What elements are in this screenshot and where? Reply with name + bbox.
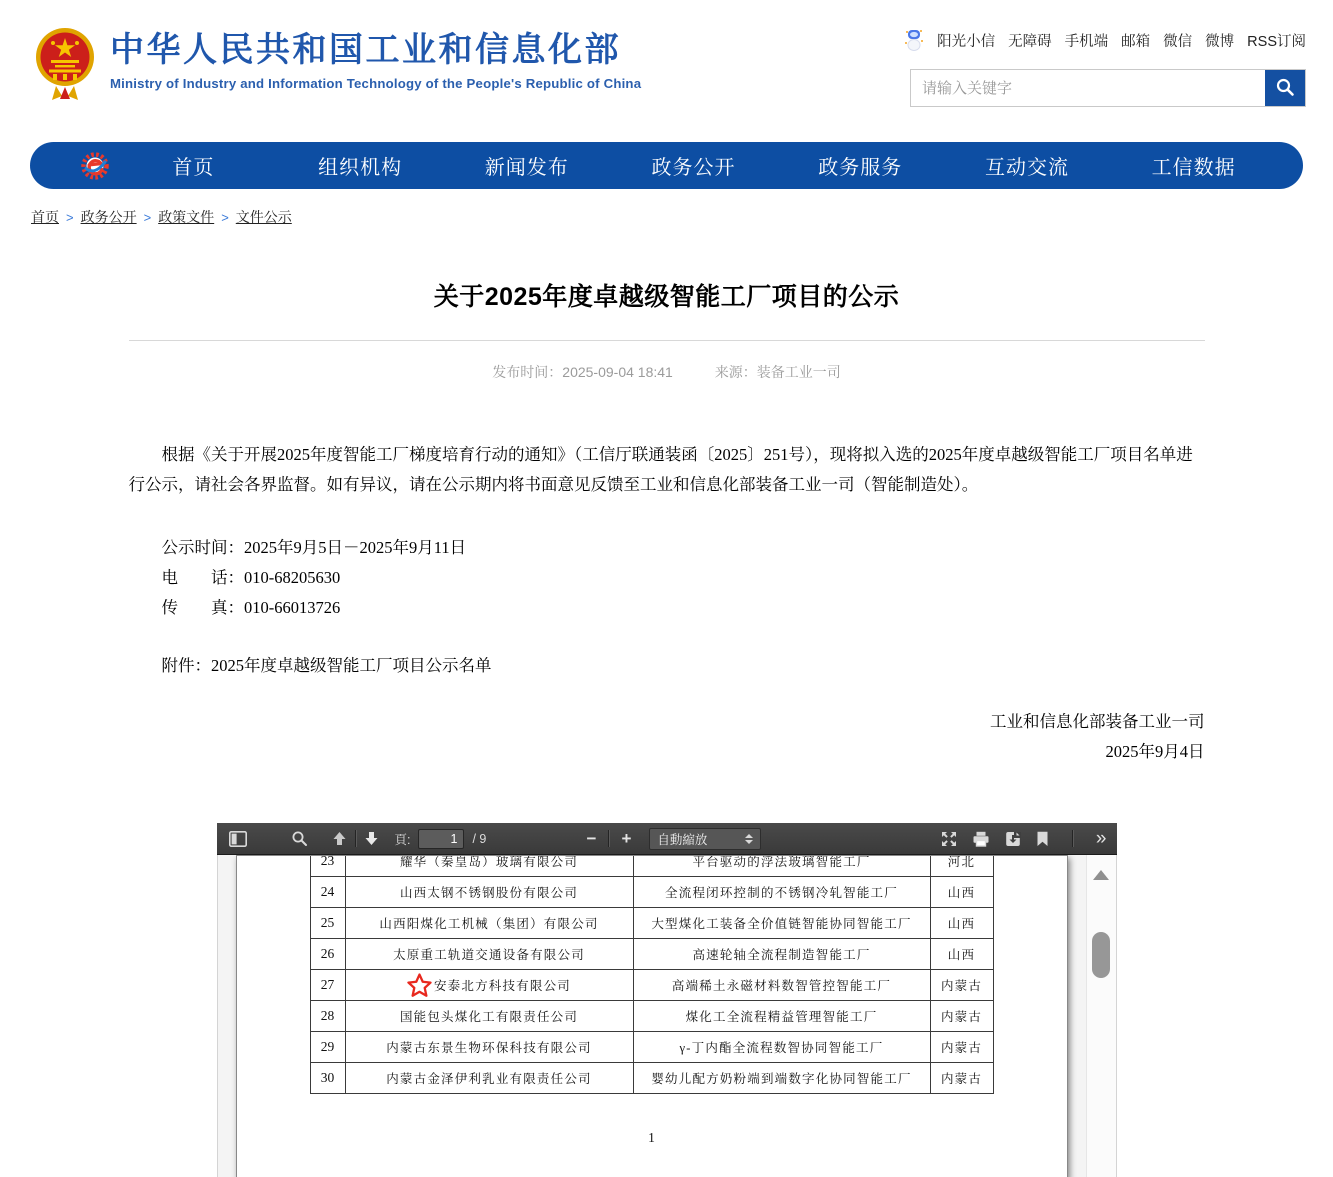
- cell-project: 煤化工全流程精益管理智能工厂: [633, 1001, 930, 1032]
- scroll-up-icon[interactable]: [1093, 870, 1109, 880]
- cell-province: 内蒙古: [930, 1063, 993, 1094]
- zoom-select-value: 自動縮放: [657, 832, 708, 847]
- table-row: [310, 877, 993, 908]
- zoom-in-icon[interactable]: +: [621, 828, 632, 848]
- breadcrumb-separator: >: [66, 210, 74, 225]
- breadcrumb-separator: >: [143, 210, 152, 225]
- sidebar-toggle-icon[interactable]: [229, 831, 247, 847]
- cell-project: 高速轮轴全流程制造智能工厂: [633, 939, 930, 970]
- quick-link-0[interactable]: 阳光小信: [937, 33, 996, 50]
- cell-province: 内蒙古: [930, 1001, 993, 1032]
- cell-project: 全流程闭环控制的不锈钢冷轧智能工厂: [633, 877, 930, 908]
- cell-company: 国能包头煤化工有限责任公司: [345, 1001, 633, 1032]
- page-number-input[interactable]: [418, 829, 464, 849]
- nav-item-3[interactable]: 政务公开: [651, 157, 736, 179]
- quick-links: [910, 28, 1306, 52]
- breadcrumb-item-2[interactable]: 政策文件: [158, 209, 215, 225]
- download-icon[interactable]: [1005, 831, 1021, 847]
- cell-province: 山西: [930, 908, 993, 939]
- article-title: 关于2025年度卓越级智能工厂项目的公示: [433, 283, 900, 311]
- breadcrumb-item-0[interactable]: 首页: [31, 209, 59, 225]
- more-tools-icon[interactable]: »: [1095, 828, 1107, 849]
- nav-item-4[interactable]: 政务服务: [818, 157, 903, 179]
- cell-no: 23: [310, 855, 345, 877]
- breadcrumb-item-1[interactable]: 政务公开: [80, 209, 137, 225]
- page-down-icon[interactable]: [364, 831, 379, 846]
- zoom-out-icon[interactable]: −: [586, 828, 597, 848]
- cell-province: 河北: [930, 855, 993, 877]
- attachment-line[interactable]: 附件：2025年度卓越级智能工厂项目公示名单: [161, 656, 492, 675]
- cell-company: 山西太钢不锈钢股份有限公司: [345, 877, 633, 908]
- phone-line: 电 话：010-68205630: [161, 568, 341, 587]
- nav-item-2[interactable]: 新闻发布: [484, 157, 569, 179]
- article-meta: [129, 362, 1205, 382]
- starred-company: [349, 973, 630, 998]
- cell-company: 内蒙古金泽伊利乳业有限责任公司: [345, 1063, 633, 1094]
- print-icon[interactable]: [972, 831, 990, 847]
- site-header: [0, 0, 1333, 133]
- signature-department: 工业和信息化部装备工业一司: [990, 712, 1205, 731]
- brand-text: [110, 26, 641, 91]
- pdf-toolbar-left: [229, 829, 487, 849]
- toolbar-separator: [608, 830, 609, 847]
- pdf-toolbar: [217, 823, 1117, 855]
- cell-company: [345, 970, 633, 1001]
- pdf-scrollbar[interactable]: [1086, 855, 1116, 1177]
- nav-item-0[interactable]: 首页: [172, 157, 215, 179]
- cell-company: 山西阳煤化工机械（集团）有限公司: [345, 908, 633, 939]
- quick-link-6[interactable]: RSS订阅: [1247, 33, 1306, 50]
- pdf-toolbar-zoom: [583, 828, 762, 850]
- pdf-table-wrap: [237, 855, 1067, 1094]
- quick-link-5[interactable]: 微博: [1205, 33, 1235, 50]
- article: [129, 277, 1205, 767]
- table-row: [310, 1032, 993, 1063]
- site-subtitle: Ministry of Industry and Information Technology of the People's Republic of China: [110, 75, 642, 91]
- cell-no: 30: [310, 1063, 345, 1094]
- main-nav: [30, 142, 1303, 189]
- cell-no: 26: [310, 939, 345, 970]
- cell-province: 内蒙古: [930, 1032, 993, 1063]
- table-row: [310, 908, 993, 939]
- breadcrumb-separator: >: [221, 210, 229, 225]
- gear-e-logo-icon: [80, 151, 110, 181]
- nav-item-5[interactable]: 互动交流: [984, 157, 1069, 179]
- nav-item-1[interactable]: 组织机构: [318, 157, 403, 179]
- search-bar: [910, 69, 1306, 107]
- page-up-icon[interactable]: [332, 831, 347, 846]
- cell-province: 山西: [930, 877, 993, 908]
- quick-link-3[interactable]: 邮箱: [1121, 33, 1151, 50]
- signature-date: 2025年9月4日: [1105, 742, 1205, 761]
- table-row: [310, 855, 993, 877]
- source: 来源：装备工业一司: [714, 364, 841, 380]
- cell-project: 婴幼儿配方奶粉端到端数字化协同智能工厂: [633, 1063, 930, 1094]
- pdf-toolbar-right: [941, 829, 1107, 848]
- quick-link-2[interactable]: 手机端: [1064, 33, 1109, 50]
- quick-link-1[interactable]: 无障碍: [1008, 33, 1052, 50]
- presentation-mode-icon[interactable]: [941, 831, 957, 847]
- search-input[interactable]: [911, 70, 1265, 106]
- cell-project: 高端稀土永磁材料数智管控智能工厂: [633, 970, 930, 1001]
- pdf-search-icon[interactable]: [291, 830, 308, 847]
- fax-line: 传 真：010-66013726: [161, 598, 341, 617]
- article-body: [129, 440, 1205, 767]
- pdf-page: [236, 855, 1068, 1177]
- cell-no: 24: [310, 877, 345, 908]
- cell-project: 平台驱动的浮法玻璃智能工厂: [633, 855, 930, 877]
- zoom-select[interactable]: [649, 828, 761, 850]
- paragraph-main: 根据《关于开展2025年度智能工厂梯度培育行动的通知》（工信厅联通装函〔2025〕251号），现将拟入选的2025年度卓越级智能工厂项目名单进行公示，请社会各界监督。如有异议，请在公示期内将书面意见反馈至工业和信息化部装备工业一司（智能制造处）。: [128, 445, 1193, 494]
- toolbar-separator: [1072, 830, 1073, 847]
- mascot-icon: [904, 28, 924, 52]
- scrollbar-thumb[interactable]: [1092, 932, 1110, 978]
- toolbar-separator: [355, 830, 356, 847]
- notice-period-line: 公示时间：2025年9月5日－2025年9月11日: [161, 538, 467, 557]
- bookmark-icon[interactable]: [1036, 831, 1049, 847]
- cell-no: 27: [310, 970, 345, 1001]
- search-icon: [1275, 77, 1295, 100]
- nav-items: [110, 151, 1277, 180]
- title-divider: [129, 340, 1205, 341]
- pdf-page-number: 1: [648, 1130, 655, 1145]
- cell-company: 太原重工轨道交通设备有限公司: [345, 939, 633, 970]
- table-row: [310, 970, 993, 1001]
- page-total: / 9: [472, 831, 487, 846]
- pdf-body: [217, 855, 1117, 1177]
- publish-time: 发布时间：2025-09-04 18:41: [492, 364, 673, 380]
- star-icon: [407, 973, 432, 998]
- table-row: [310, 1001, 993, 1032]
- company-name: 安泰北方科技有限公司: [433, 979, 571, 993]
- cell-project: γ-丁内酯全流程数智协同智能工厂: [633, 1032, 930, 1063]
- site-title: 中华人民共和国工业和信息化部: [110, 31, 621, 69]
- cell-province: 山西: [930, 939, 993, 970]
- select-spinner-icon: [745, 834, 753, 844]
- cell-company: 耀华（秦皇岛）玻璃有限公司: [345, 855, 633, 877]
- cell-no: 28: [310, 1001, 345, 1032]
- cell-no: 29: [310, 1032, 345, 1063]
- pdf-table-body: [310, 855, 993, 1094]
- cell-province: 内蒙古: [930, 970, 993, 1001]
- cell-project: 大型煤化工装备全价值链智能协同智能工厂: [633, 908, 930, 939]
- table-row: [310, 939, 993, 970]
- national-emblem-icon: [34, 26, 96, 100]
- pdf-table: [310, 855, 994, 1094]
- search-button[interactable]: [1265, 70, 1305, 106]
- pdf-viewer: [217, 823, 1117, 1177]
- brand: [34, 26, 641, 100]
- breadcrumb: [31, 207, 1333, 227]
- page-label: 頁:: [394, 832, 411, 847]
- cell-company: 内蒙古东景生物环保科技有限公司: [345, 1032, 633, 1063]
- breadcrumb-item-3[interactable]: 文件公示: [235, 209, 292, 225]
- nav-item-6[interactable]: 工信数据: [1151, 157, 1236, 179]
- quick-link-4[interactable]: 微信: [1163, 33, 1193, 50]
- table-row: [310, 1063, 993, 1094]
- signature-block: [129, 707, 1205, 767]
- cell-no: 25: [310, 908, 345, 939]
- header-right: [910, 28, 1306, 107]
